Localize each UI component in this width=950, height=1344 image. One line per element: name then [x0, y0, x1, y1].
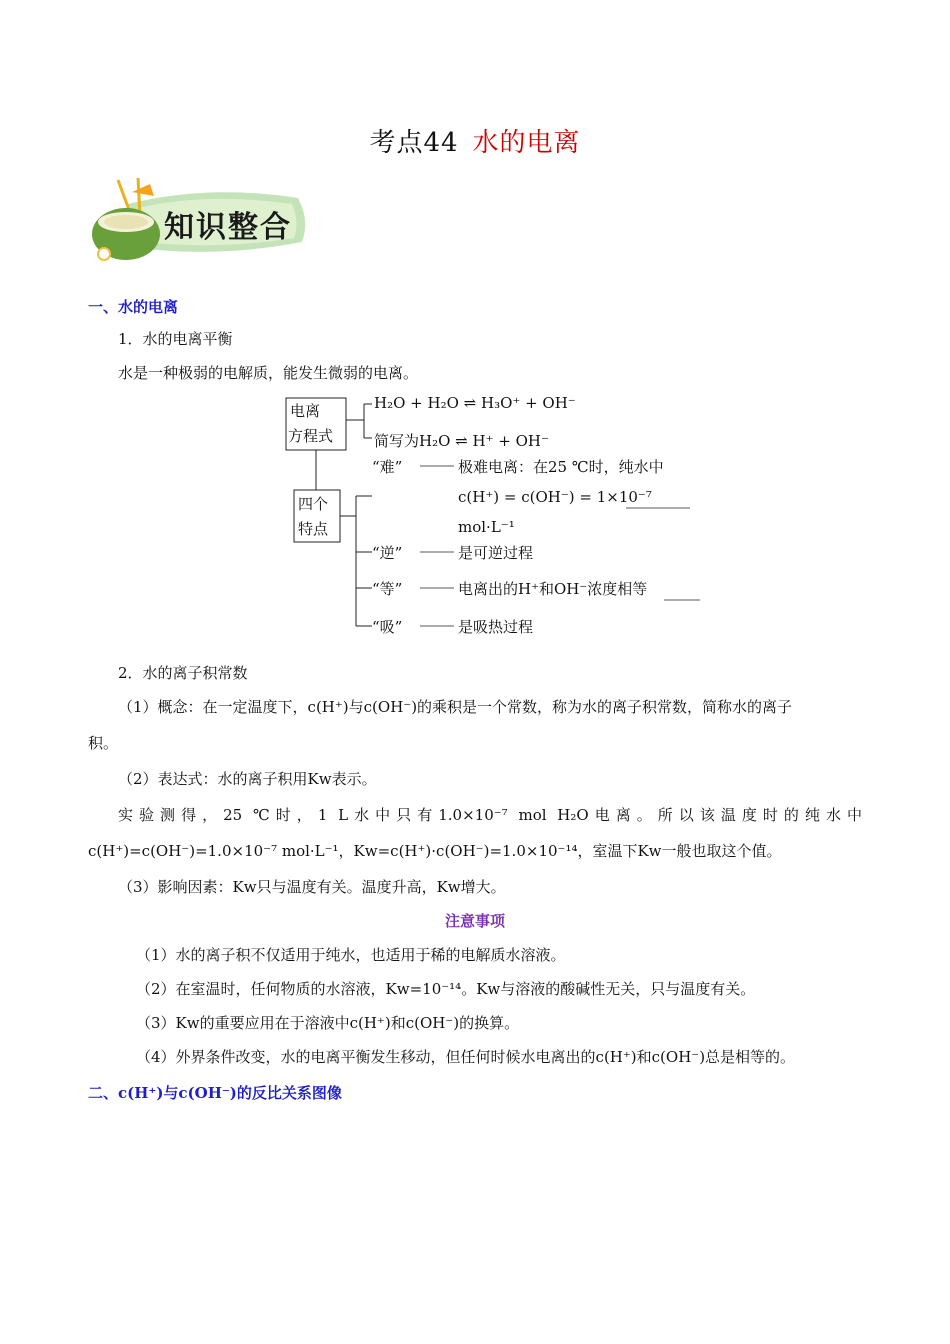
deng-text: 电离出的H⁺和OH⁻浓度相等 [458, 580, 648, 598]
ionization-diagram [280, 392, 720, 642]
title-prefix: 考点44 [369, 128, 459, 158]
paragraph-experiment: 实验测得，25 ℃时，1 L水中只有1.0×10⁻⁷ mol H₂O电离。所以该温度时的纯水中 [118, 806, 862, 824]
nan-text-1: 极难电离：在25 ℃时，纯水中 [458, 458, 664, 476]
notes-title: 注意事项 [444, 912, 505, 930]
knowledge-banner [88, 178, 310, 264]
page-title [0, 122, 950, 159]
box1-line1: 电离 [290, 402, 321, 420]
nan-text-2: c(H⁺) = c(OH⁻) = 1×10⁻⁷ [458, 488, 652, 506]
equation-1: H₂O + H₂O ⇌ H₃O⁺ + OH⁻ [374, 394, 576, 412]
paragraph-concept-cont: 积。 [88, 734, 119, 752]
nan-label: “难” [372, 458, 403, 476]
note-4: （4）外界条件改变，水的电离平衡发生移动，但任何时候水电离出的c(H⁺)和c(OH⁻)总是相等的。 [136, 1048, 796, 1066]
section1-heading: 一、水的电离 [88, 298, 179, 316]
ni-text: 是可逆过程 [458, 544, 534, 562]
box2-line1: 四个 [298, 495, 329, 513]
banner-label: 知识整合 [164, 210, 292, 245]
nan-text-3: mol·L⁻¹ [458, 518, 515, 536]
box2-line2: 特点 [298, 520, 329, 538]
title-main: 水的电离 [472, 128, 581, 158]
note-2: （2）在室温时，任何物质的水溶液，Kw=10⁻¹⁴。Kw与溶液的酸碱性无关，只与温度有关。 [136, 980, 756, 998]
box1-line2: 方程式 [288, 427, 334, 445]
paragraph-expression: （2）表达式：水的离子积用Kw表示。 [118, 770, 377, 788]
subheading-1: 1．水的电离平衡 [118, 330, 233, 348]
intro-text: 水是一种极弱的电解质，能发生微弱的电离。 [118, 364, 419, 382]
paragraph-factors: （3）影响因素：Kw只与温度有关。温度升高，Kw增大。 [118, 878, 506, 896]
subheading-2: 2．水的离子积常数 [118, 664, 248, 682]
deng-label: “等” [372, 580, 403, 598]
note-3: （3）Kw的重要应用在于溶液中c(H⁺)和c(OH⁻)的换算。 [136, 1014, 520, 1032]
section2-heading: 二、c(H⁺)与c(OH⁻)的反比关系图像 [88, 1084, 342, 1102]
ni-label: “逆” [372, 544, 403, 562]
paragraph-concept: （1）概念：在一定温度下，c(H⁺)与c(OH⁻)的乘积是一个常数，称为水的离子积常数，简称水的离子 [118, 698, 793, 716]
xi-label: “吸” [372, 618, 403, 636]
equation-2: 简写为H₂O ⇌ H⁺ + OH⁻ [374, 432, 549, 450]
paragraph-experiment-cont: c(H⁺)=c(OH⁻)=1.0×10⁻⁷ mol·L⁻¹，Kw=c(H⁺)·c(OH⁻)=1.0×10⁻¹⁴，室温下Kw一般也取这个值。 [88, 842, 782, 860]
xi-text: 是吸热过程 [458, 618, 534, 636]
note-1: （1）水的离子积不仅适用于纯水，也适用于稀的电解质水溶液。 [136, 946, 566, 964]
